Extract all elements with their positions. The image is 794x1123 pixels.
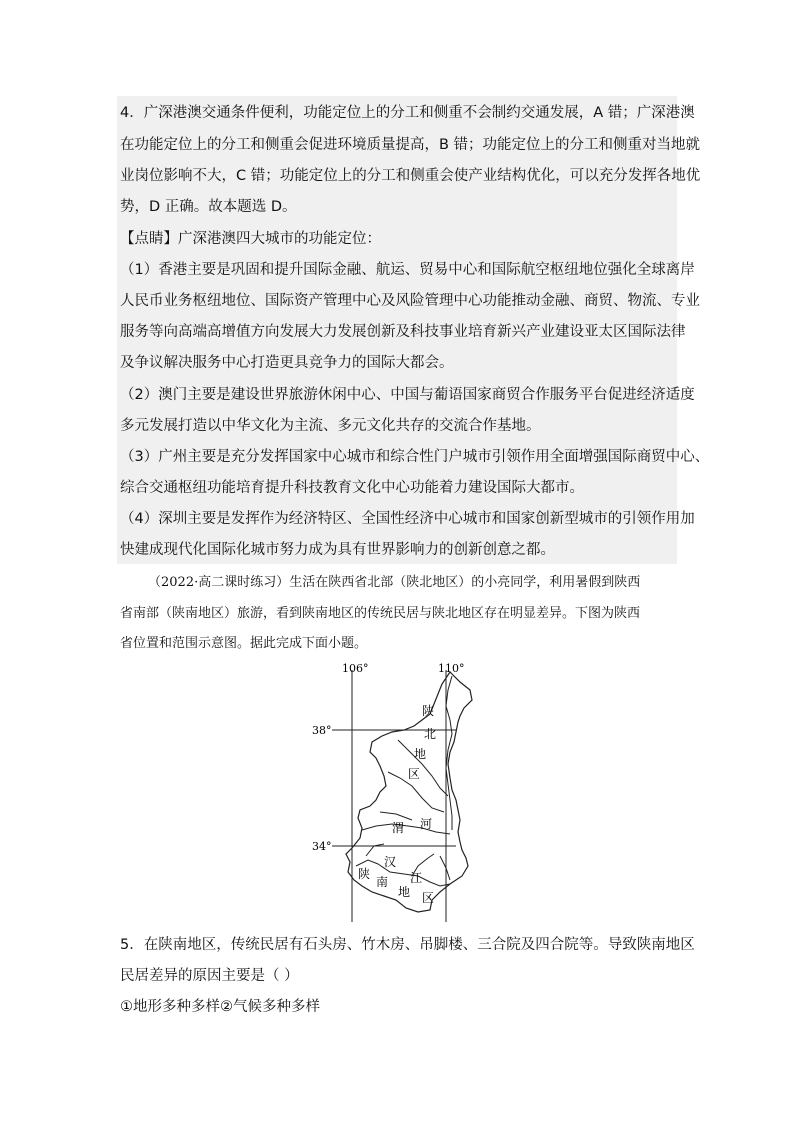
answer4-line-1: 4．广深港澳交通条件便利，功能定位上的分工和侧重不会制约交通发展，A 错；广深港澳 bbox=[120, 105, 695, 121]
label-jiang: 江 bbox=[410, 871, 423, 885]
lon-label-106: 106° bbox=[342, 662, 369, 675]
label-han: 汉 bbox=[384, 855, 397, 869]
dianjing-line-3: 服务等向高端高增值方向发展大力发展创新及科技事业培育新兴产业建设亚太区国际法律 bbox=[120, 324, 686, 340]
shaanxi-map bbox=[300, 660, 500, 922]
dianjing-line-2: 人民币业务枢纽地位、国际资产管理中心及风险管理中心功能推动金融、商贸、物流、专业 bbox=[120, 293, 700, 309]
label-wei: 渭 bbox=[392, 821, 405, 835]
label-he: 河 bbox=[420, 817, 433, 831]
yellow-river bbox=[446, 676, 452, 830]
lat-label-38: 38° bbox=[312, 724, 332, 737]
question5-line-1: 5．在陕南地区，传统民居有石头房、竹木房、吊脚楼、三合院及四合院等。导致陕南地区 bbox=[120, 937, 695, 953]
answer4-line-2: 在功能定位上的分工和侧重会促进环境质量提高，B 错；功能定位上的分工和侧重对当地就 bbox=[120, 137, 701, 153]
dianjing-line-1: （1）香港主要是巩固和提升国际金融、航运、贸易中心和国际航空枢纽地位强化全球离岸 bbox=[120, 262, 695, 278]
dianjing-line-7: （3）广州主要是充分发挥国家中心城市和综合性门户城市引领作用全面增强国际商贸中心、 bbox=[120, 449, 710, 465]
question5-line-2: 民居差异的原因主要是（ ） bbox=[120, 968, 299, 984]
answer4-line-3: 业岗位影响不大，C 错；功能定位上的分工和侧重会使产业结构优化，可以充分发挥各地优 bbox=[120, 168, 701, 184]
answer4-line-4: 势，D 正确。故本题选 D。 bbox=[120, 199, 297, 215]
han-tributary-3 bbox=[440, 856, 450, 880]
dianjing-title: 【点睛】广深港澳四大城市的功能定位： bbox=[120, 231, 381, 247]
dianjing-line-6: 多元发展打造以中华文化为主流、多元文化共存的交流合作基地。 bbox=[120, 418, 541, 434]
intro-line-3: 省位置和范围示意图。据此完成下面小题。 bbox=[120, 636, 368, 651]
label-qu-south: 区 bbox=[422, 891, 435, 905]
question5-line-3: ①地形多种多样②气候多种多样 bbox=[120, 999, 320, 1015]
dianjing-line-4: 及争议解决服务中心打造更具竞争力的国际大都会。 bbox=[120, 355, 454, 371]
wei-tributary bbox=[380, 812, 412, 820]
intro-line-1: （2022·高二课时练习）生活在陕西省北部（陕北地区）的小亮同学，利用暑假到陕西 bbox=[148, 575, 641, 590]
dianjing-line-10: 快建成现代化国际化城市努力成为具有世界影响力的创新创意之都。 bbox=[120, 542, 555, 558]
label-qu-north: 区 bbox=[408, 767, 421, 781]
label-nan: 南 bbox=[376, 875, 389, 889]
wei-river bbox=[362, 824, 450, 834]
dianjing-line-8: 综合交通枢纽功能培育提升科技教育文化中心功能着力建设国际大都市。 bbox=[120, 480, 584, 496]
lon-label-110: 110° bbox=[438, 662, 465, 675]
label-bei: 北 bbox=[424, 727, 437, 741]
label-di-north: 地 bbox=[414, 747, 427, 761]
label-shan-north: 陕 bbox=[422, 704, 435, 718]
dianjing-line-5: （2）澳门主要是建设世界旅游休闲中心、中国与葡语国家商贸合作服务平台促进经济适度 bbox=[120, 387, 695, 403]
label-shan-south: 陕 bbox=[358, 867, 371, 881]
label-di-south: 地 bbox=[398, 885, 411, 899]
dianjing-line-9: （4）深圳主要是发挥作为经济特区、全国性经济中心城市和国家创新型城市的引领作用加 bbox=[120, 511, 695, 527]
intro-line-2: 省南部（陕南地区）旅游，看到陕南地区的传统民居与陕北地区存在明显差异。下图为陕西 bbox=[120, 606, 641, 621]
lat-label-34: 34° bbox=[312, 840, 332, 853]
han-river bbox=[356, 860, 450, 886]
